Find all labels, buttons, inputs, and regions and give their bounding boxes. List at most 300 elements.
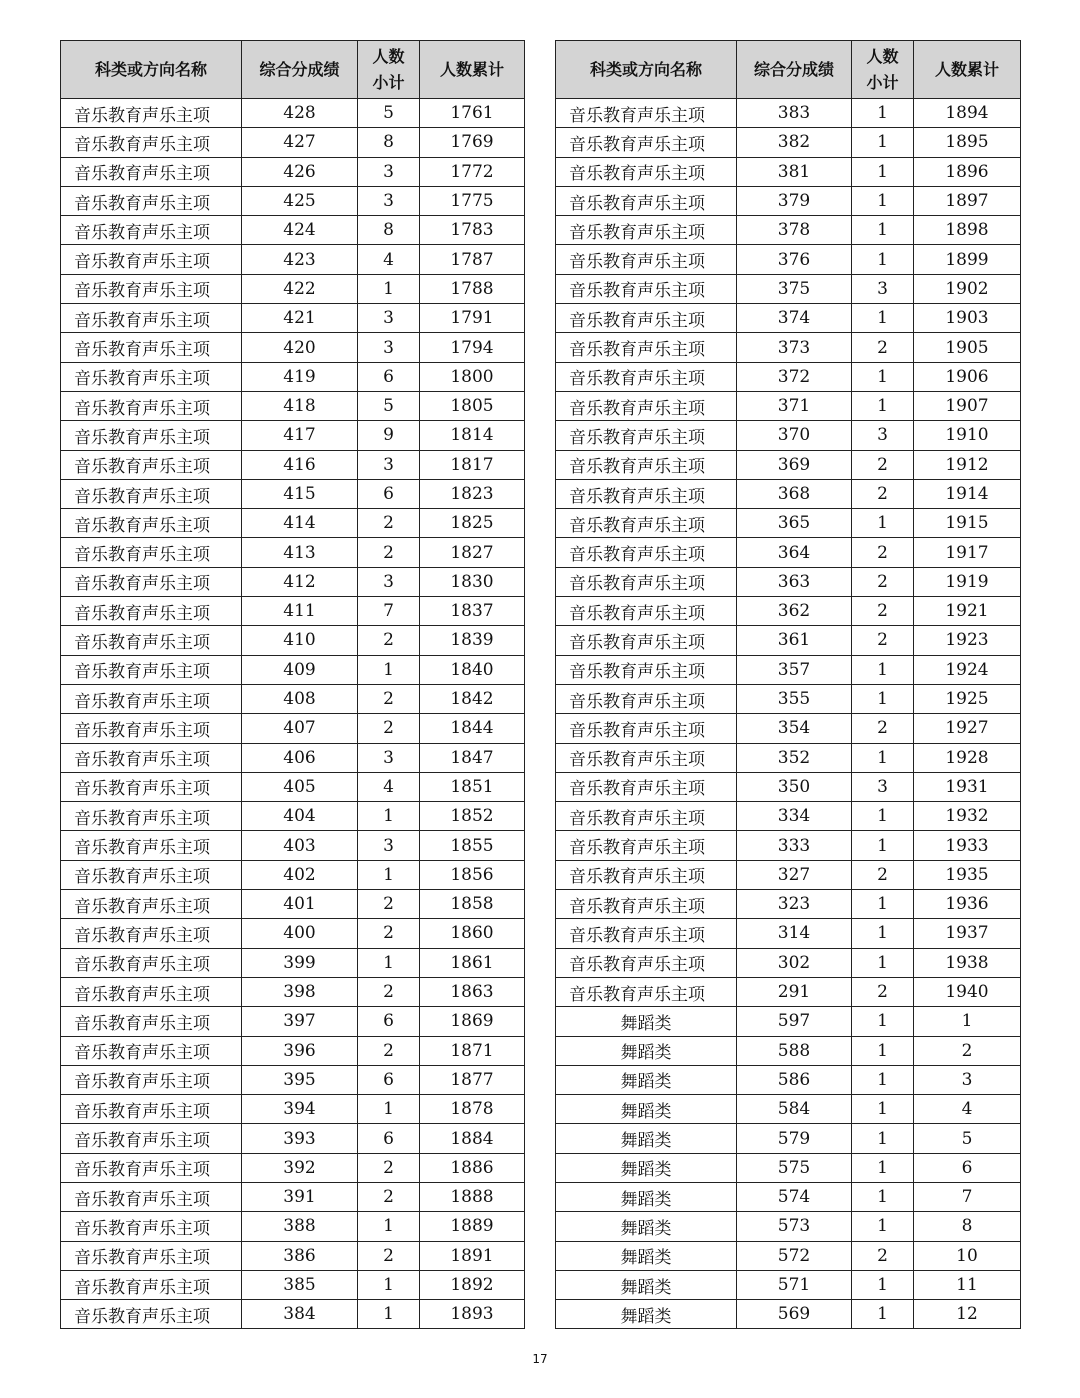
cell-score: 386: [242, 1241, 358, 1270]
table-row: [61, 362, 525, 391]
cell-count: 1: [852, 1007, 914, 1036]
table-row: [556, 567, 1021, 596]
cell-cumulative: 1886: [420, 1153, 525, 1182]
cell-name: 音乐教育声乐主项: [61, 421, 242, 450]
cell-count: 1: [852, 391, 914, 420]
table-row: [556, 1182, 1021, 1211]
cell-score: 381: [737, 157, 852, 186]
cell-score: 408: [242, 684, 358, 713]
cell-cumulative: 1791: [420, 304, 525, 333]
cell-count: 1: [852, 1036, 914, 1065]
cell-name: 音乐教育声乐主项: [61, 245, 242, 274]
table-row: [61, 128, 525, 157]
cell-name: 音乐教育声乐主项: [556, 245, 737, 274]
cell-count: 2: [358, 1153, 420, 1182]
cell-name: 音乐教育声乐主项: [61, 1182, 242, 1211]
cell-name: 音乐教育声乐主项: [61, 655, 242, 684]
cell-cumulative: 1869: [420, 1007, 525, 1036]
table-row: [61, 421, 525, 450]
table-row: [61, 1300, 525, 1329]
cell-score: 361: [737, 626, 852, 655]
cell-name: 音乐教育声乐主项: [556, 304, 737, 333]
cell-name: 音乐教育声乐主项: [556, 128, 737, 157]
cell-cumulative: 1830: [420, 567, 525, 596]
cell-name: 音乐教育声乐主项: [61, 304, 242, 333]
table-row: [556, 1095, 1021, 1124]
cell-cumulative: 1905: [914, 333, 1021, 362]
cell-cumulative: 1917: [914, 538, 1021, 567]
table-row: [556, 1007, 1021, 1036]
cell-name: 音乐教育声乐主项: [61, 1270, 242, 1299]
cell-count: 2: [358, 1036, 420, 1065]
cell-cumulative: 1855: [420, 831, 525, 860]
cell-cumulative: 1894: [914, 99, 1021, 128]
table-row: [61, 1036, 525, 1065]
cell-cumulative: 1837: [420, 597, 525, 626]
cell-cumulative: 1: [914, 1007, 1021, 1036]
cell-name: 舞蹈类: [556, 1124, 737, 1153]
cell-count: 2: [358, 890, 420, 919]
cell-count: 3: [358, 450, 420, 479]
cell-score: 579: [737, 1124, 852, 1153]
cell-score: 421: [242, 304, 358, 333]
table-row: [556, 274, 1021, 303]
table-row: [556, 597, 1021, 626]
cell-count: 9: [358, 421, 420, 450]
cell-count: 2: [358, 684, 420, 713]
cell-name: 音乐教育声乐主项: [556, 743, 737, 772]
cell-name: 音乐教育声乐主项: [556, 626, 737, 655]
cell-name: 音乐教育声乐主项: [61, 714, 242, 743]
table-row: [61, 977, 525, 1006]
cell-cumulative: 1919: [914, 567, 1021, 596]
table-row: [556, 479, 1021, 508]
cell-name: 音乐教育声乐主项: [556, 919, 737, 948]
table-row: [61, 567, 525, 596]
cell-count: 1: [852, 245, 914, 274]
header-count: [852, 41, 914, 99]
cell-count: 1: [852, 362, 914, 391]
cell-count: 1: [852, 1153, 914, 1182]
table-row: [61, 186, 525, 215]
table-row: [61, 1095, 525, 1124]
cell-count: 1: [852, 99, 914, 128]
cell-name: 音乐教育声乐主项: [556, 157, 737, 186]
table-row: [61, 391, 525, 420]
cell-score: 588: [737, 1036, 852, 1065]
cell-score: 409: [242, 655, 358, 684]
cell-cumulative: 7: [914, 1182, 1021, 1211]
cell-name: 舞蹈类: [556, 1241, 737, 1270]
cell-cumulative: 1794: [420, 333, 525, 362]
cell-name: 音乐教育声乐主项: [61, 1241, 242, 1270]
cell-name: 音乐教育声乐主项: [61, 567, 242, 596]
cell-name: 音乐教育声乐主项: [61, 1065, 242, 1094]
cell-count: 1: [852, 948, 914, 977]
cell-name: 音乐教育声乐主项: [61, 772, 242, 801]
cell-score: 574: [737, 1182, 852, 1211]
table-row: [61, 450, 525, 479]
cell-score: 415: [242, 479, 358, 508]
cell-count: 2: [852, 626, 914, 655]
cell-count: 1: [852, 1095, 914, 1124]
cell-count: 1: [358, 948, 420, 977]
cell-count: 1: [358, 1270, 420, 1299]
cell-name: 音乐教育声乐主项: [61, 216, 242, 245]
table-row: [556, 245, 1021, 274]
table-row: [556, 772, 1021, 801]
header-score: 综合分成绩: [737, 41, 852, 99]
table-row: [556, 391, 1021, 420]
cell-name: 音乐教育声乐主项: [61, 597, 242, 626]
cell-cumulative: 1888: [420, 1182, 525, 1211]
cell-cumulative: 1871: [420, 1036, 525, 1065]
cell-count: 1: [358, 655, 420, 684]
header-count-line1: 人数: [372, 46, 405, 66]
cell-score: 398: [242, 977, 358, 1006]
cell-cumulative: 1895: [914, 128, 1021, 157]
cell-count: 2: [358, 977, 420, 1006]
cell-name: 音乐教育声乐主项: [556, 860, 737, 889]
table-row: [556, 186, 1021, 215]
cell-name: 音乐教育声乐主项: [61, 802, 242, 831]
cell-score: 413: [242, 538, 358, 567]
cell-name: 音乐教育声乐主项: [61, 157, 242, 186]
cell-count: 1: [358, 1212, 420, 1241]
cell-cumulative: 1860: [420, 919, 525, 948]
cell-score: 407: [242, 714, 358, 743]
cell-name: 音乐教育声乐主项: [556, 509, 737, 538]
cell-name: 音乐教育声乐主项: [556, 802, 737, 831]
cell-score: 379: [737, 186, 852, 215]
cell-score: 418: [242, 391, 358, 420]
cell-name: 音乐教育声乐主项: [556, 655, 737, 684]
cell-score: 383: [737, 99, 852, 128]
cell-score: 388: [242, 1212, 358, 1241]
cell-name: 音乐教育声乐主项: [61, 362, 242, 391]
cell-name: 音乐教育声乐主项: [556, 450, 737, 479]
cell-name: 音乐教育声乐主项: [556, 890, 737, 919]
cell-name: 音乐教育声乐主项: [556, 538, 737, 567]
cell-score: 375: [737, 274, 852, 303]
cell-score: 597: [737, 1007, 852, 1036]
cell-name: 音乐教育声乐主项: [61, 684, 242, 713]
cell-name: 舞蹈类: [556, 1095, 737, 1124]
cell-score: 395: [242, 1065, 358, 1094]
cell-score: 400: [242, 919, 358, 948]
table-row: [61, 860, 525, 889]
cell-name: 音乐教育声乐主项: [61, 333, 242, 362]
cell-score: 403: [242, 831, 358, 860]
header-count-line2: 小计: [866, 72, 899, 92]
cell-score: 404: [242, 802, 358, 831]
cell-score: 357: [737, 655, 852, 684]
cell-name: 音乐教育声乐主项: [61, 890, 242, 919]
cell-score: 401: [242, 890, 358, 919]
cell-count: 6: [358, 1124, 420, 1153]
cell-name: 音乐教育声乐主项: [556, 421, 737, 450]
table-row: [61, 245, 525, 274]
cell-cumulative: 1844: [420, 714, 525, 743]
cell-cumulative: 1884: [420, 1124, 525, 1153]
cell-name: 音乐教育声乐主项: [556, 831, 737, 860]
cell-count: 6: [358, 479, 420, 508]
cell-name: 音乐教育声乐主项: [556, 567, 737, 596]
cell-cumulative: 8: [914, 1212, 1021, 1241]
right-score-table: [555, 40, 1021, 1329]
cell-score: 419: [242, 362, 358, 391]
table-row: [556, 538, 1021, 567]
cell-count: 1: [852, 831, 914, 860]
cell-count: 1: [852, 1300, 914, 1329]
cell-cumulative: 1787: [420, 245, 525, 274]
cell-name: 舞蹈类: [556, 1182, 737, 1211]
cell-name: 舞蹈类: [556, 1300, 737, 1329]
cell-cumulative: 12: [914, 1300, 1021, 1329]
cell-score: 427: [242, 128, 358, 157]
header-cumulative: 人数累计: [914, 41, 1021, 99]
cell-name: 音乐教育声乐主项: [556, 597, 737, 626]
cell-count: 2: [358, 509, 420, 538]
cell-name: 舞蹈类: [556, 1212, 737, 1241]
cell-score: 373: [737, 333, 852, 362]
cell-name: 舞蹈类: [556, 1270, 737, 1299]
cell-count: 1: [358, 860, 420, 889]
table-row: [61, 1270, 525, 1299]
table-row: [61, 802, 525, 831]
cell-count: 2: [852, 333, 914, 362]
table-row: [61, 274, 525, 303]
table-row: [61, 1153, 525, 1182]
table-row: [61, 1065, 525, 1094]
table-row: [556, 655, 1021, 684]
cell-score: 291: [737, 977, 852, 1006]
cell-cumulative: 1896: [914, 157, 1021, 186]
cell-count: 1: [358, 802, 420, 831]
cell-cumulative: 1856: [420, 860, 525, 889]
cell-name: 音乐教育声乐主项: [61, 1153, 242, 1182]
cell-cumulative: 1805: [420, 391, 525, 420]
cell-cumulative: 1933: [914, 831, 1021, 860]
cell-name: 音乐教育声乐主项: [556, 186, 737, 215]
table-row: [61, 1241, 525, 1270]
cell-count: 2: [852, 597, 914, 626]
cell-count: 1: [852, 1065, 914, 1094]
cell-cumulative: 4: [914, 1095, 1021, 1124]
cell-name: 音乐教育声乐主项: [61, 860, 242, 889]
cell-count: 6: [358, 362, 420, 391]
cell-score: 422: [242, 274, 358, 303]
cell-count: 1: [852, 1212, 914, 1241]
cell-name: 音乐教育声乐主项: [61, 831, 242, 860]
cell-cumulative: 1937: [914, 919, 1021, 948]
cell-score: 350: [737, 772, 852, 801]
table-row: [556, 421, 1021, 450]
table-row: [556, 1270, 1021, 1299]
cell-cumulative: 1847: [420, 743, 525, 772]
cell-cumulative: 1851: [420, 772, 525, 801]
header-name: 科类或方向名称: [556, 41, 737, 99]
cell-count: 3: [358, 304, 420, 333]
cell-cumulative: 1925: [914, 684, 1021, 713]
cell-name: 舞蹈类: [556, 1065, 737, 1094]
cell-cumulative: 1928: [914, 743, 1021, 772]
table-row: [61, 99, 525, 128]
cell-cumulative: 1923: [914, 626, 1021, 655]
table-row: [61, 538, 525, 567]
cell-cumulative: 1827: [420, 538, 525, 567]
cell-cumulative: 1935: [914, 860, 1021, 889]
cell-cumulative: 1907: [914, 391, 1021, 420]
cell-count: 2: [852, 567, 914, 596]
table-row: [61, 772, 525, 801]
cell-score: 423: [242, 245, 358, 274]
table-row: [61, 216, 525, 245]
cell-name: 音乐教育声乐主项: [61, 1124, 242, 1153]
table-row: [61, 333, 525, 362]
cell-name: 音乐教育声乐主项: [556, 479, 737, 508]
cell-score: 399: [242, 948, 358, 977]
table-row: [556, 860, 1021, 889]
cell-name: 音乐教育声乐主项: [556, 99, 737, 128]
table-row: [556, 509, 1021, 538]
cell-score: 374: [737, 304, 852, 333]
table-row: [556, 831, 1021, 860]
cell-cumulative: 1788: [420, 274, 525, 303]
cell-name: 音乐教育声乐主项: [556, 274, 737, 303]
cell-cumulative: 1769: [420, 128, 525, 157]
cell-cumulative: 1898: [914, 216, 1021, 245]
cell-score: 376: [737, 245, 852, 274]
cell-cumulative: 1814: [420, 421, 525, 450]
table-row: [61, 157, 525, 186]
cell-name: 音乐教育声乐主项: [61, 450, 242, 479]
cell-score: 393: [242, 1124, 358, 1153]
cell-cumulative: 1903: [914, 304, 1021, 333]
cell-cumulative: 1761: [420, 99, 525, 128]
cell-name: 音乐教育声乐主项: [61, 128, 242, 157]
table-row: [61, 479, 525, 508]
table-row: [556, 743, 1021, 772]
cell-cumulative: 1924: [914, 655, 1021, 684]
cell-cumulative: 1840: [420, 655, 525, 684]
cell-count: 3: [852, 274, 914, 303]
cell-name: 音乐教育声乐主项: [556, 977, 737, 1006]
cell-score: 420: [242, 333, 358, 362]
cell-score: 384: [242, 1300, 358, 1329]
table-row: [61, 743, 525, 772]
cell-score: 355: [737, 684, 852, 713]
cell-cumulative: 3: [914, 1065, 1021, 1094]
cell-score: 327: [737, 860, 852, 889]
cell-score: 402: [242, 860, 358, 889]
cell-name: 音乐教育声乐主项: [61, 919, 242, 948]
table-row: [556, 450, 1021, 479]
table-row: [556, 684, 1021, 713]
cell-count: 1: [358, 274, 420, 303]
cell-name: 音乐教育声乐主项: [61, 1007, 242, 1036]
cell-cumulative: 1910: [914, 421, 1021, 450]
cell-count: 8: [358, 128, 420, 157]
cell-cumulative: 1889: [420, 1212, 525, 1241]
table-row: [556, 304, 1021, 333]
cell-score: 333: [737, 831, 852, 860]
cell-count: 2: [852, 977, 914, 1006]
cell-count: 7: [358, 597, 420, 626]
cell-count: 1: [852, 1270, 914, 1299]
cell-name: 音乐教育声乐主项: [61, 479, 242, 508]
cell-count: 1: [852, 919, 914, 948]
table-row: [61, 655, 525, 684]
table-row: [61, 919, 525, 948]
cell-count: 1: [852, 743, 914, 772]
table-row: [61, 626, 525, 655]
cell-score: 584: [737, 1095, 852, 1124]
cell-cumulative: 1878: [420, 1095, 525, 1124]
cell-score: 405: [242, 772, 358, 801]
cell-cumulative: 1938: [914, 948, 1021, 977]
cell-count: 6: [358, 1065, 420, 1094]
cell-count: 3: [358, 831, 420, 860]
cell-name: 音乐教育声乐主项: [556, 391, 737, 420]
cell-cumulative: 1817: [420, 450, 525, 479]
cell-count: 3: [852, 772, 914, 801]
cell-score: 428: [242, 99, 358, 128]
cell-score: 334: [737, 802, 852, 831]
cell-score: 586: [737, 1065, 852, 1094]
cell-count: 2: [852, 538, 914, 567]
cell-score: 352: [737, 743, 852, 772]
cell-count: 1: [852, 890, 914, 919]
cell-name: 音乐教育声乐主项: [61, 99, 242, 128]
table-row: [556, 1124, 1021, 1153]
table-row: [61, 1007, 525, 1036]
table-row: [556, 1036, 1021, 1065]
table-row: [61, 948, 525, 977]
table-row: [61, 684, 525, 713]
header-count-line2: 小计: [372, 72, 405, 92]
cell-count: 1: [852, 186, 914, 215]
cell-count: 2: [852, 714, 914, 743]
cell-cumulative: 1892: [420, 1270, 525, 1299]
cell-score: 411: [242, 597, 358, 626]
cell-name: 音乐教育声乐主项: [61, 274, 242, 303]
cell-score: 382: [737, 128, 852, 157]
cell-cumulative: 1772: [420, 157, 525, 186]
cell-count: 1: [852, 1124, 914, 1153]
cell-count: 1: [852, 304, 914, 333]
table-row: [61, 714, 525, 743]
cell-cumulative: 1915: [914, 509, 1021, 538]
cell-cumulative: 1940: [914, 977, 1021, 1006]
cell-score: 573: [737, 1212, 852, 1241]
cell-name: 舞蹈类: [556, 1036, 737, 1065]
cell-name: 音乐教育声乐主项: [61, 538, 242, 567]
cell-name: 音乐教育声乐主项: [556, 362, 737, 391]
cell-name: 音乐教育声乐主项: [61, 948, 242, 977]
cell-name: 音乐教育声乐主项: [61, 1212, 242, 1241]
page-number: 17: [532, 1352, 548, 1366]
cell-cumulative: 1931: [914, 772, 1021, 801]
cell-score: 392: [242, 1153, 358, 1182]
table-row: [556, 362, 1021, 391]
cell-count: 5: [358, 391, 420, 420]
cell-score: 575: [737, 1153, 852, 1182]
cell-count: 1: [358, 1095, 420, 1124]
cell-cumulative: 1902: [914, 274, 1021, 303]
cell-count: 2: [358, 714, 420, 743]
cell-count: 1: [852, 509, 914, 538]
